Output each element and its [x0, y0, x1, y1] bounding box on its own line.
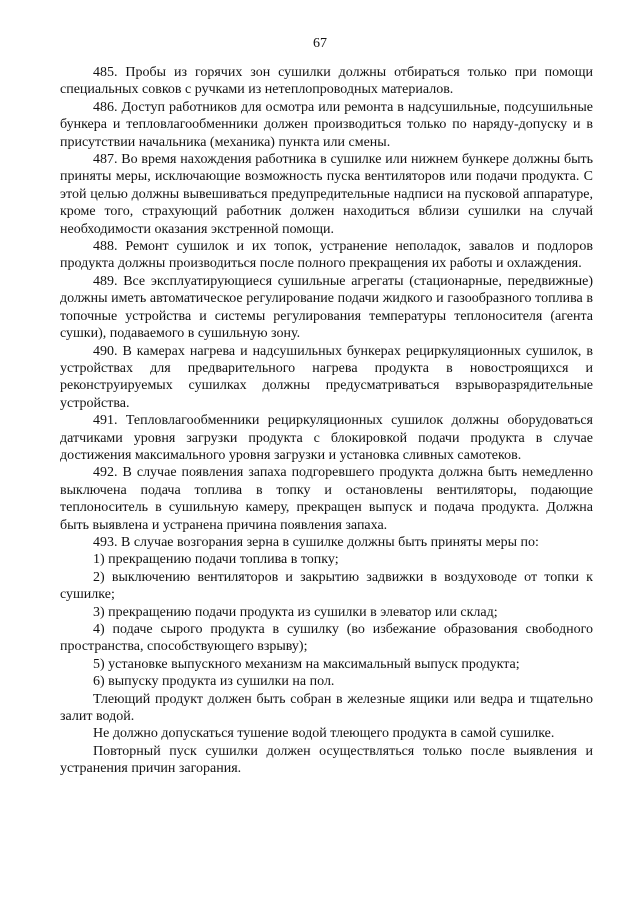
- document-body: [60, 64, 593, 778]
- paragraph-490: 490. В камерах нагрева и надсушильных бункерах рециркуляционных сушилок, в устройствах для предварительного нагрева продукта в новостроящихся и реконструируемых сушилках должны предусматриваться взрыворазрядительные устройства.: [60, 343, 593, 411]
- paragraph-492: 492. В случае появления запаха подгоревшего продукта должна быть немедленно выключена подача топлива в топку и остановлены вентиляторы, подающие теплоноситель в сушильную камеру, прекращен выпуск и подача продукта. Должна быть выявлена и устранена причина появления запаха.: [60, 465, 593, 533]
- list-item-3: 3) прекращению подачи продукта из сушилки в элеватор или склад;: [93, 604, 498, 620]
- list-item-5: 5) установке выпускного механизм на максимальный выпуск продукта;: [93, 656, 520, 672]
- paragraph-491: 491. Тепловлагообменники рециркуляционных сушилок должны оборудоваться датчиками уровня загрузки продукта с блокировкой подачи продукта в случае достижения максимального уровня загрузки и установка сливных самотеков.: [60, 413, 593, 463]
- paragraph-486: 486. Доступ работников для осмотра или ремонта в надсушильные, подсушильные бункера и тепловлагообменники должен производиться только по наряду-допуску и в присутствии начальника (механика) пункта или смены.: [60, 99, 593, 150]
- list-item-6: 6) выпуску продукта из сушилки на пол.: [93, 674, 335, 690]
- paragraph-487: 487. Во время нахождения работника в сушилке или нижнем бункере должны быть приняты меры, исключающие возможность пуска вентиляторов или подачи продукта. С этой целью должны вывешиваться предупредительные надписи на пусковой аппаратуре, кроме того, страхующий работник должен находиться вблизи сушилки на случай необходимости оказания экстренной помощи.: [60, 152, 593, 237]
- page-number: 67: [313, 36, 327, 51]
- paragraph-493: 493. В случае возгорания зерна в сушилке должны быть приняты меры по:: [93, 534, 539, 550]
- list-item-1: 1) прекращению подачи топлива в топку;: [93, 552, 339, 568]
- paragraph-485: 485. Пробы из горячих зон сушилки должны отбираться только при помощи специальных совков с ручками из нетеплопроводных материалов.: [60, 65, 593, 98]
- paragraph-smoldering-product: Тлеющий продукт должен быть собран в железные ящики или ведра и тщательно залит водой.: [60, 691, 593, 725]
- list-item-2: 2) выключению вентиляторов и закрытию задвижки в воздуховоде от топки к сушилке;: [60, 569, 593, 603]
- paragraph-restart: Повторный пуск сушилки должен осуществляться только после выявления и устранения причин загорания.: [60, 743, 593, 777]
- paragraph-488: 488. Ремонт сушилок и их топок, устранение неполадок, завалов и подлоров продукта должны производиться после полного прекращения их работы и охлаждения.: [60, 239, 593, 272]
- paragraph-no-water-extinguishing: Не должно допускаться тушение водой тлеющего продукта в самой сушилке.: [93, 726, 555, 742]
- paragraph-489: 489. Все эксплуатирующиеся сушильные агрегаты (стационарные, передвижные) должны иметь автоматическое регулирование подачи жидкого и газообразного топлива в топочные устройства и системы регулирования температуры теплоносителя (агента сушки), подаваемого в сушильную зону.: [60, 273, 593, 342]
- list-item-4: 4) подаче сырого продукта в сушилку (во избежание образования свободного пространства, способствующего взрыву);: [60, 622, 593, 655]
